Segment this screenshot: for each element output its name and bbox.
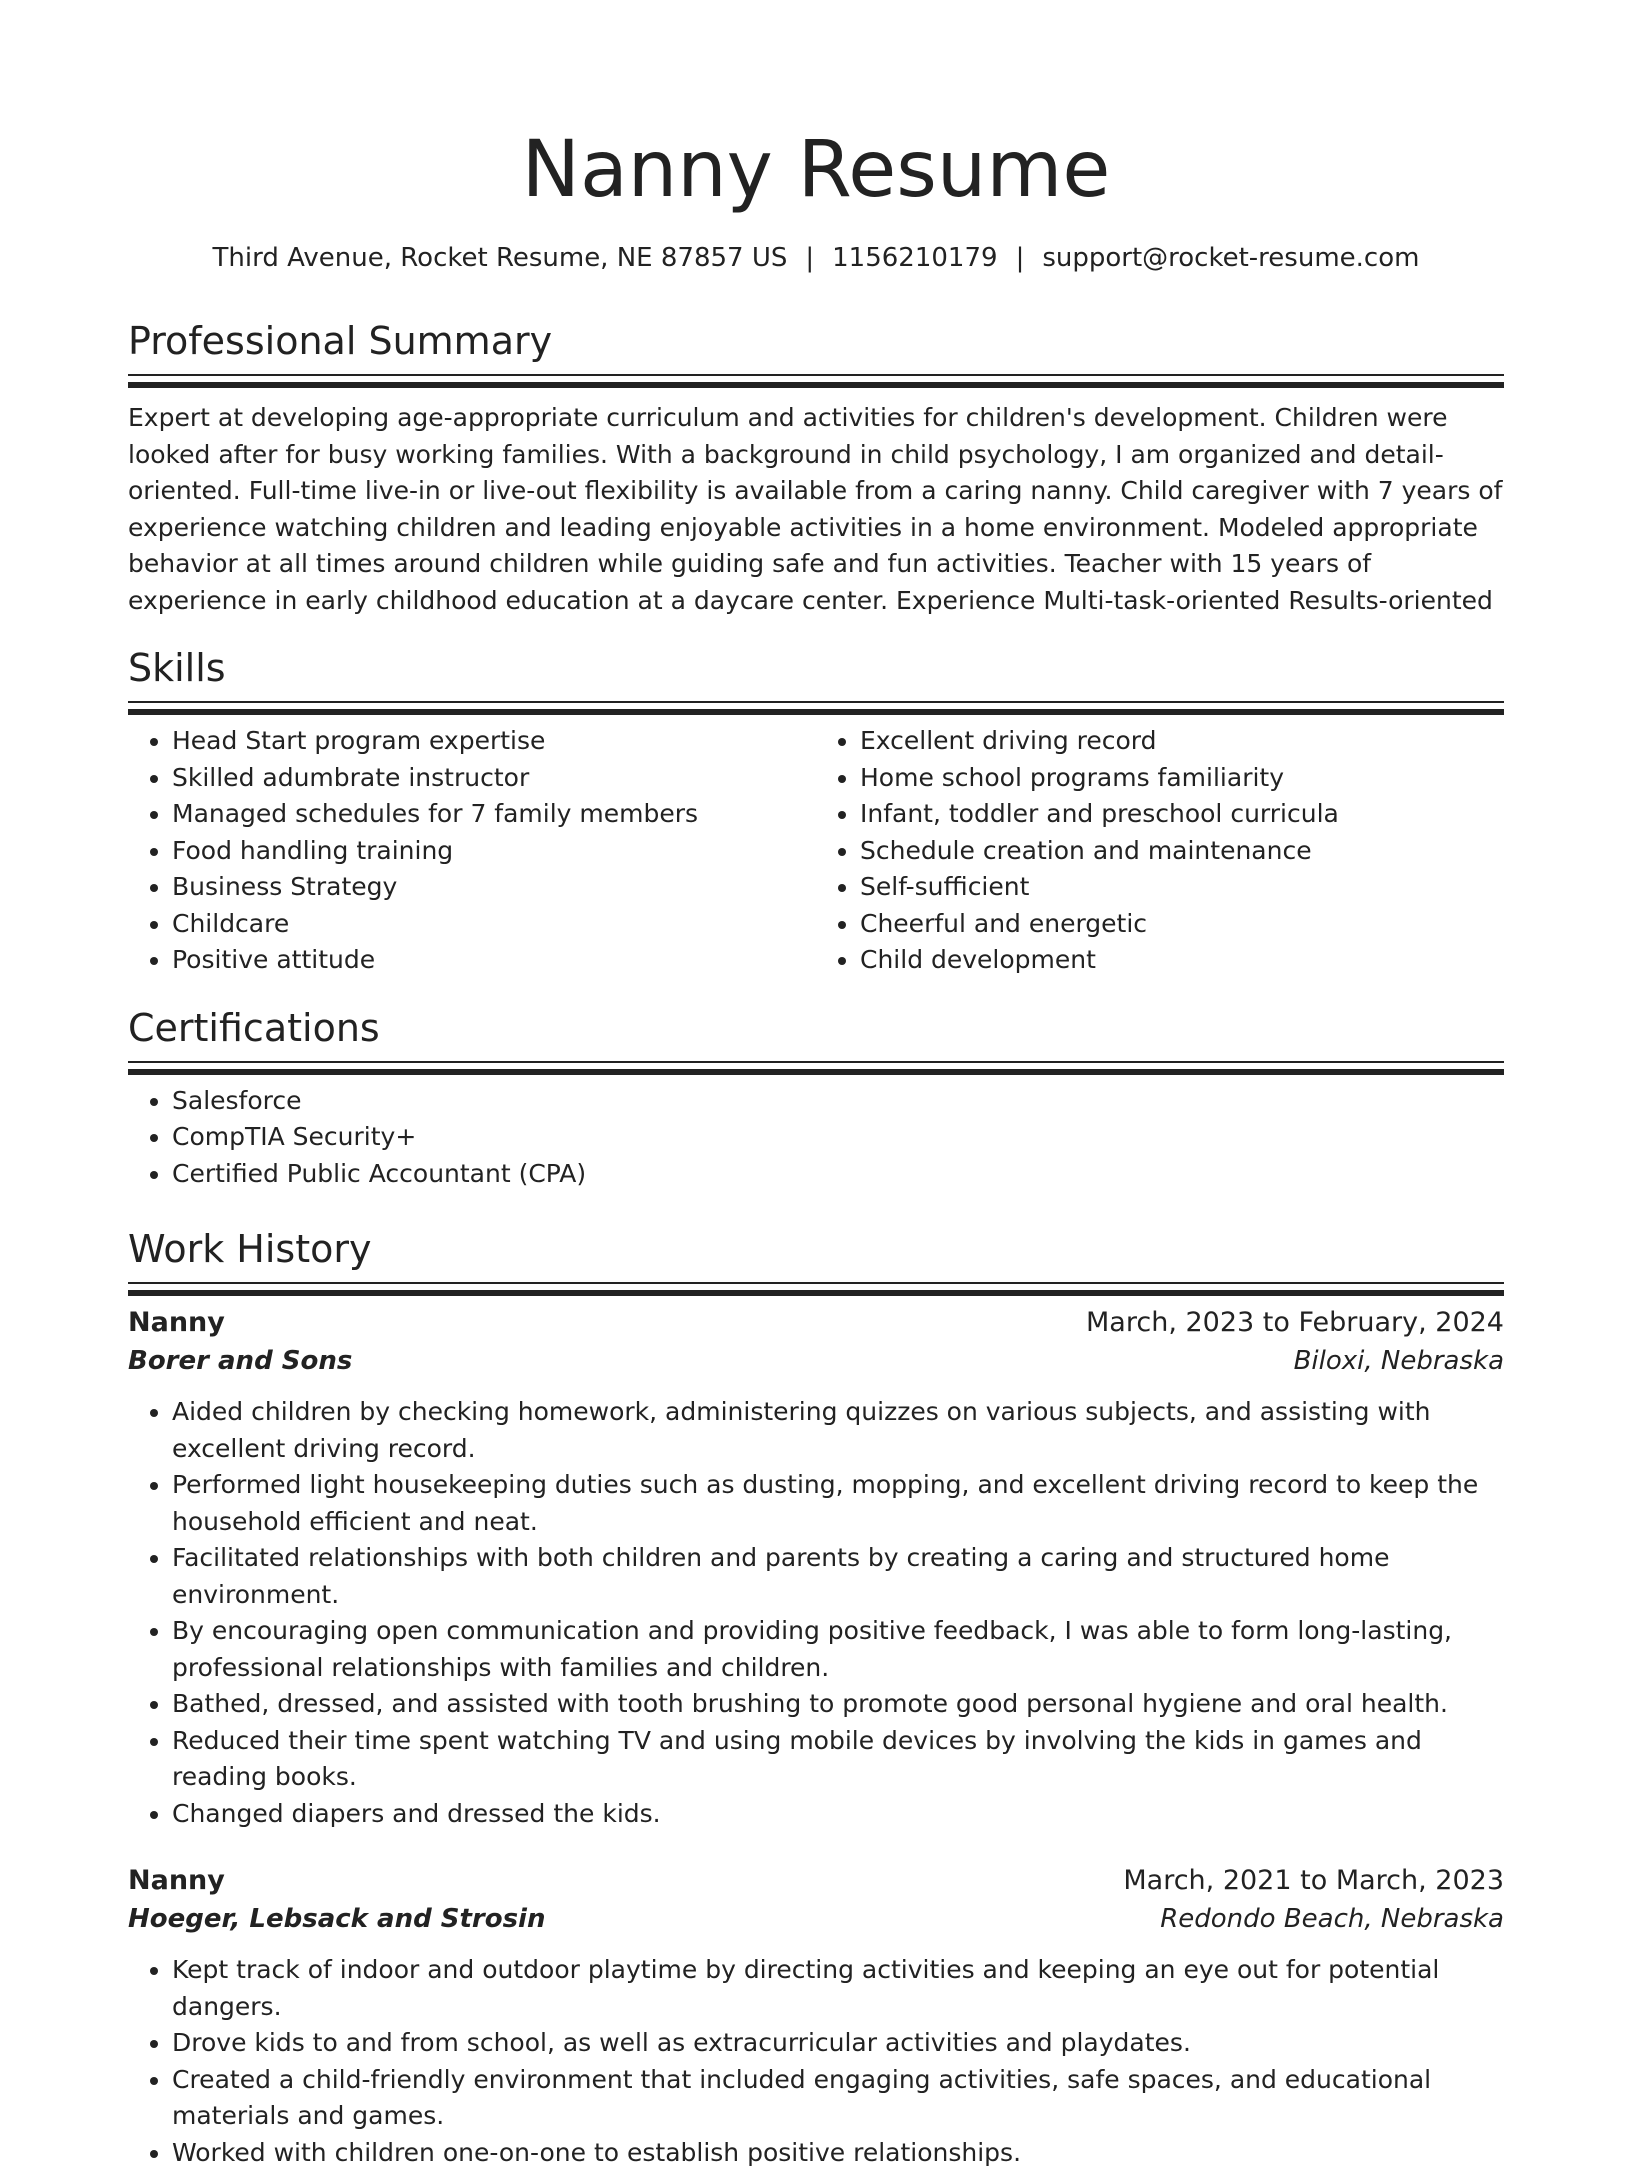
job-location: Biloxi, Nebraska [1294,1342,1504,1380]
skill-item: • Excellent driving record [860,723,1504,760]
job-title: Nanny [128,1862,225,1900]
job-company: Borer and Sons [128,1342,352,1380]
job-bullet: • Reduced their time spent watching TV and using mobile devices by involving the kids in games and reading books. [172,1723,1504,1796]
skill-item: • Skilled adumbrate instructor [172,760,816,797]
job-entry [128,1304,1504,1832]
section-divider [128,1061,1504,1067]
contact-separator: | [998,243,1043,273]
skill-item: • Head Start program expertise [172,723,816,760]
job-location: Redondo Beach, Nebraska [1160,1900,1504,1938]
skills-section [128,643,1504,979]
skill-item: • Food handling training [172,833,816,870]
contact-separator: | [787,243,832,273]
job-bullet: • Drove kids to and from school, as well as extracurricular activities and playdates. [172,2025,1504,2062]
certification-item: • Salesforce [172,1083,1504,1120]
skill-item: • Cheerful and energetic [860,906,1504,943]
summary-section [128,316,1504,619]
certifications-section [128,1003,1504,1193]
job-bullet: • By encouraging open communication and providing positive feedback, I was able to form long-lasting, professional relationships with families and children. [172,1613,1504,1686]
job-bullet: • Facilitated relationships with both children and parents by creating a caring and structured home environment. [172,1540,1504,1613]
job-title: Nanny [128,1304,225,1342]
work-history-section [128,1224,1504,2171]
job-company-row [128,1900,1504,1938]
skills-list-right [816,723,1504,979]
skills-grid [128,723,1504,979]
skill-item: • Child development [860,942,1504,979]
section-divider [128,701,1504,707]
job-bullets [128,1952,1504,2171]
job-entry [128,1862,1504,2171]
job-bullet: • Kept track of indoor and outdoor playtime by directing activities and keeping an eye out for potential dangers. [172,1952,1504,2025]
skills-list-left [128,723,816,979]
job-bullet: • Aided children by checking homework, administering quizzes on various subjects, and assisting with excellent driving record. [172,1394,1504,1467]
job-header-row [128,1304,1504,1342]
job-bullet: • Bathed, dressed, and assisted with tooth brushing to promote good personal hygiene and oral health. [172,1686,1504,1723]
certification-item: • Certified Public Accountant (CPA) [172,1156,1504,1193]
resume-name: Nanny Resume [128,118,1504,222]
skill-item: • Infant, toddler and preschool curricula [860,796,1504,833]
section-divider [128,374,1504,380]
job-company: Hoeger, Lebsack and Strosin [128,1900,545,1938]
contact-address: Third Avenue, Rocket Resume, NE 87857 US [213,243,788,273]
certifications-list [128,1083,1504,1193]
section-heading-work-history: Work History [128,1224,1504,1274]
contact-line [128,240,1504,276]
skill-item: • Managed schedules for 7 family members [172,796,816,833]
skill-item: • Childcare [172,906,816,943]
contact-phone: 1156210179 [832,243,997,273]
certification-item: • CompTIA Security+ [172,1119,1504,1156]
section-divider [128,1282,1504,1288]
job-bullet: • Worked with children one-on-one to establish positive relationships. [172,2135,1504,2171]
skill-item: • Schedule creation and maintenance [860,833,1504,870]
skill-item: • Self-sufficient [860,869,1504,906]
job-bullet: • Changed diapers and dressed the kids. [172,1796,1504,1833]
job-bullet: • Created a child-friendly environment that included engaging activities, safe spaces, and educational materials and games. [172,2062,1504,2135]
job-dates: March, 2023 to February, 2024 [1086,1304,1504,1342]
job-bullets [128,1394,1504,1832]
skill-item: • Home school programs familiarity [860,760,1504,797]
summary-text: Expert at developing age-appropriate curriculum and activities for children's development. Children were looked after for busy working families. With a background in child psychology, I am organized and detail-oriented. Full-time live-in or live-out flexibility is available from a caring nanny. Child caregiver with 7 years of experience watching children and leading enjoyable activities in a home environment. Modeled appropriate behavior at all times around children while guiding safe and fun activities. Teacher with 15 years of experience in early childhood education at a daycare center. Experience Multi-task-oriented Results-oriented [128,400,1504,619]
job-company-row [128,1342,1504,1380]
skill-item: • Positive attitude [172,942,816,979]
skill-item: • Business Strategy [172,869,816,906]
contact-email[interactable]: support@rocket-resume.com [1042,243,1419,273]
section-heading-skills: Skills [128,643,1504,693]
job-dates: March, 2021 to March, 2023 [1123,1862,1504,1900]
section-heading-summary: Professional Summary [128,316,1504,366]
job-bullet: • Performed light housekeeping duties such as dusting, mopping, and excellent driving record to keep the household efficient and neat. [172,1467,1504,1540]
job-header-row [128,1862,1504,1900]
section-heading-certifications: Certifications [128,1003,1504,1053]
